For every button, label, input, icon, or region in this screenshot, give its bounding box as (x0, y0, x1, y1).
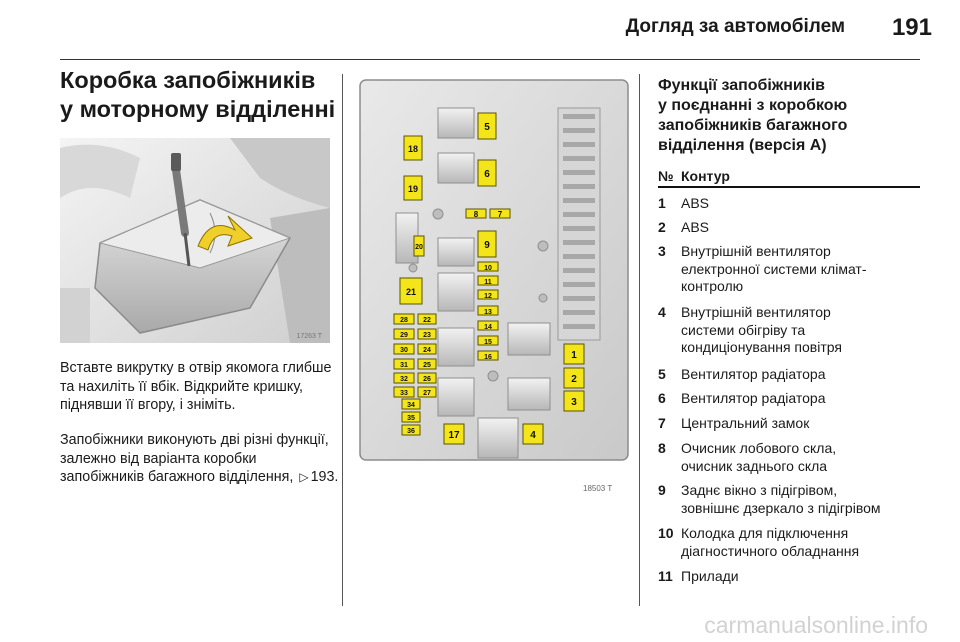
fuse-29-label: 29 (400, 332, 408, 339)
row-circuit: електронної системи клімат- (681, 260, 867, 277)
fuse-4-label: 4 (530, 430, 536, 441)
row-circuit: Вентилятор радіатора (681, 366, 826, 382)
fuse-16-label: 16 (484, 354, 492, 361)
watermark: carmanualsonline.info (704, 612, 928, 638)
row-number: 2 (658, 219, 666, 235)
fuse-17-label: 17 (448, 430, 460, 441)
fuse-26-label: 26 (423, 376, 431, 383)
section-title-line-2: у моторному відділенні (60, 96, 336, 122)
row-circuit: діагностичного обладнання (681, 542, 860, 559)
fuse-30-label: 30 (400, 347, 408, 354)
instruction-paragraph: Вставте викрутку в отвір якомога глибше та нахиліть її вбік. Відкрийте кришку, піднявши її вгору, і зніміть. (60, 360, 332, 413)
row-circuit: Заднє вікно з підігрівом, (681, 482, 838, 498)
row-number: 10 (658, 525, 674, 541)
fuse-33-label: 33 (400, 390, 408, 397)
row-circuit: Очисник лобового скла, (681, 440, 837, 456)
row-circuit: Вентилятор радіатора (681, 390, 826, 406)
fuse-21-label: 21 (405, 287, 417, 297)
fuse-box-cover-photo (60, 138, 330, 343)
table-title-line-1: Функції запобіжників (658, 77, 825, 94)
fuse-14-label: 14 (484, 324, 492, 331)
fuse-5-label: 5 (484, 122, 490, 133)
table-title (658, 76, 920, 156)
row-number: 4 (658, 304, 666, 320)
page-number: 191 (891, 14, 932, 41)
row-number: 1 (658, 195, 666, 211)
fuse-12-label: 12 (484, 293, 492, 300)
row-number: 8 (658, 440, 666, 456)
row-circuit: Колодка для підключення (681, 525, 849, 541)
variant-paragraph (60, 431, 342, 487)
row-number: 6 (658, 390, 666, 406)
fuse-35-label: 35 (407, 415, 415, 422)
fuse-24-label: 24 (423, 347, 431, 354)
table-title-line-2: у поєднанні з коробкою (658, 97, 848, 114)
header-rule (60, 59, 920, 60)
fuse-box-diagram (358, 78, 630, 496)
fuse-28-label: 28 (400, 317, 408, 324)
fuse-20-label: 20 (415, 244, 423, 251)
row-circuit: контролю (681, 278, 744, 294)
fuse-31-label: 31 (400, 362, 408, 369)
row-circuit: Прилади (681, 568, 739, 584)
column-divider-left (342, 74, 343, 606)
variant-paragraph-text: Запобіжники виконують дві різні функції, залежно від варіанта коробки запобіжників багажного відділення, (60, 432, 329, 485)
table-header-rule (658, 186, 920, 188)
variant-paragraph-ref[interactable]: 193. (310, 469, 339, 485)
fuse-27-label: 27 (423, 390, 431, 397)
fuse-19-label: 19 (407, 184, 419, 194)
column-header-number: № (658, 168, 674, 184)
diagram-code: 18503 T (583, 484, 613, 493)
row-circuit: очисник заднього скла (681, 457, 828, 474)
fuse-9-label: 9 (484, 240, 490, 251)
fuse-11-label: 11 (484, 279, 492, 286)
table-title-line-3: запобіжників багажного (658, 117, 848, 134)
fuse-32-label: 32 (400, 376, 408, 383)
row-circuit: системи обігріву та (681, 321, 806, 338)
row-circuit: Центральний замок (681, 415, 810, 431)
row-circuit: зовнішнє дзеркало з підігрівом (681, 499, 881, 516)
fuse-13-label: 13 (484, 309, 492, 316)
fuse-23-label: 23 (423, 332, 431, 339)
row-circuit: Внутрішній вентилятор (681, 304, 831, 320)
row-number: 11 (658, 568, 673, 584)
page-reference-arrow-icon: ▷ (299, 470, 309, 484)
row-number: 7 (658, 415, 666, 431)
fuse-22-label: 22 (423, 317, 431, 324)
running-title: Догляд за автомобілем (625, 16, 845, 37)
fuse-15-label: 15 (484, 339, 492, 346)
fuse-25-label: 25 (423, 362, 431, 369)
fuse-10-label: 10 (484, 265, 492, 272)
row-circuit: кондиціонування повітря (681, 339, 842, 355)
column-divider-right (639, 74, 640, 606)
photo-code: 17263 T (296, 333, 322, 340)
fuse-34-label: 34 (407, 402, 415, 409)
column-header-circuit: Контур (681, 168, 730, 184)
row-circuit: Внутрішній вентилятор (681, 243, 831, 259)
row-number: 9 (658, 482, 666, 498)
fuse-6-label: 6 (484, 169, 490, 180)
table-title-line-4: відділення (версія A) (658, 137, 827, 154)
fuse-3-label: 3 (571, 397, 577, 408)
fuse-18-label: 18 (407, 144, 419, 154)
row-circuit: ABS (681, 219, 710, 235)
fuse-36-label: 36 (407, 428, 415, 435)
fuse-2-label: 2 (571, 374, 577, 385)
section-title (60, 66, 350, 124)
fuse-8-label: 8 (473, 210, 479, 219)
row-number: 3 (658, 243, 666, 259)
row-number: 5 (658, 366, 666, 382)
section-title-line-1: Коробка запобіжників (60, 67, 316, 93)
fuse-1-label: 1 (571, 350, 577, 361)
row-circuit: ABS (681, 195, 710, 211)
fuse-7-label: 7 (497, 210, 503, 219)
